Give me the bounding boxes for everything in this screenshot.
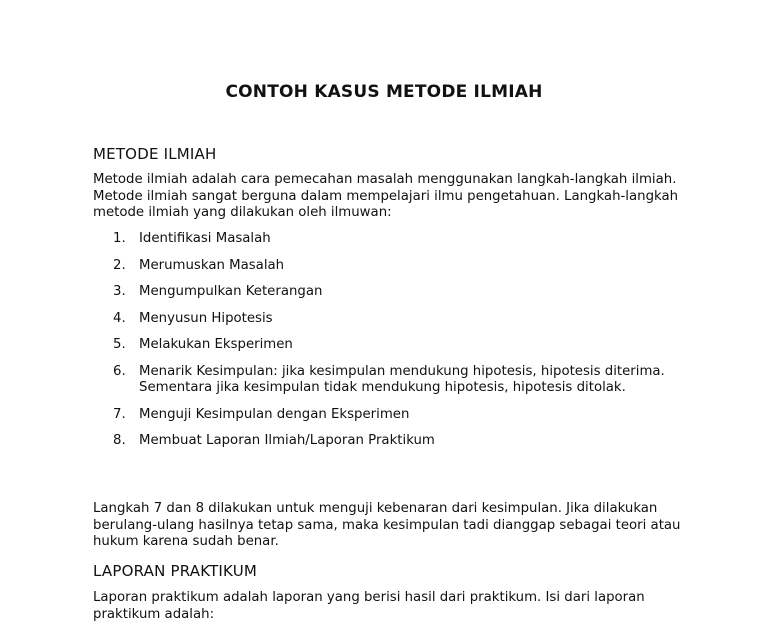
list-item-text: Menarik Kesimpulan: jika kesimpulan mendukung hipotesis, hipotesis diterima. Sementara jika kesimpulan tidak mendukung hipotesis, hipotesis ditolak. <box>139 363 665 395</box>
list-item-number: 6. <box>113 363 126 379</box>
list-item-text: Merumuskan Masalah <box>139 257 285 273</box>
list-item-number: 7. <box>113 406 126 422</box>
list-item-number: 1. <box>113 231 126 246</box>
list-item <box>93 407 679 424</box>
document-title: CONTOH KASUS METODE ILMIAH <box>225 82 543 102</box>
list-item <box>93 433 679 450</box>
section-heading-laporan-praktikum: LAPORAN PRAKTIKUM <box>93 562 258 580</box>
list-item-text: Identifikasi Masalah <box>139 231 271 246</box>
list-item <box>93 337 679 354</box>
list-item <box>93 311 679 328</box>
list-item-text: Menguji Kesimpulan dengan Eksperimen <box>139 406 410 422</box>
list-item <box>93 364 679 397</box>
metode-ilmiah-closing-paragraph: Langkah 7 dan 8 dilakukan untuk menguji kebenaran dari kesimpulan. Jika dilakukan berulang-ulang hasilnya tetap sama, maka kesimpulan tadi dianggap sebagai teori atau hukum karena sudah benar. <box>93 501 681 549</box>
metode-ilmiah-intro-paragraph: Metode ilmiah adalah cara pemecahan masalah menggunakan langkah-langkah ilmiah. Metode ilmiah sangat berguna dalam mempelajari ilmu pengetahuan. Langkah-langkah metode ilmiah yang dilakukan oleh ilmuwan: <box>93 172 679 220</box>
list-item-number: 8. <box>113 433 126 448</box>
list-item <box>93 258 679 275</box>
list-item-text: Membuat Laporan Ilmiah/Laporan Praktikum <box>139 433 435 448</box>
list-item-number: 3. <box>113 284 126 299</box>
list-item <box>93 284 679 301</box>
list-item <box>93 231 679 248</box>
steps-list <box>93 231 693 460</box>
section-heading-metode-ilmiah: METODE ILMIAH <box>93 145 217 163</box>
list-item-text: Menyusun Hipotesis <box>139 310 273 326</box>
list-item-text: Melakukan Eksperimen <box>139 337 293 352</box>
list-item-number: 4. <box>113 310 126 326</box>
list-item-number: 2. <box>113 257 126 273</box>
list-item-text: Mengumpulkan Keterangan <box>139 284 323 299</box>
list-item-number: 5. <box>113 337 126 352</box>
laporan-praktikum-intro-paragraph: Laporan praktikum adalah laporan yang berisi hasil dari praktikum. Isi dari laporan praktikum adalah: <box>93 590 645 622</box>
